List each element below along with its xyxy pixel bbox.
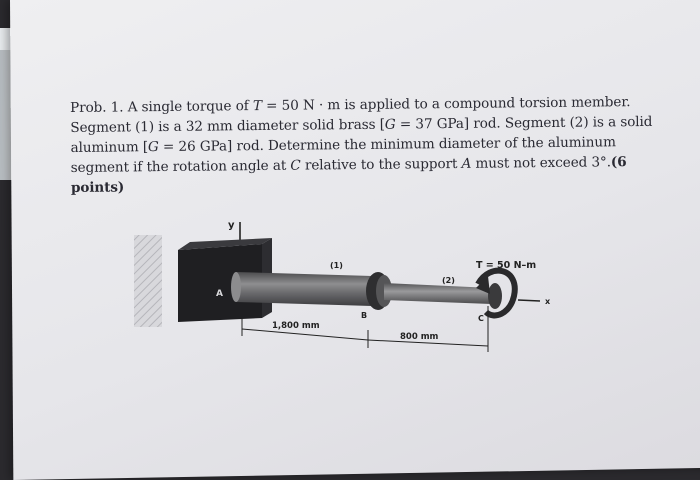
x-axis-line — [518, 300, 540, 301]
length-2-label: 800 mm — [400, 332, 439, 342]
y-axis-label: y — [228, 220, 235, 231]
x-axis-label: x — [545, 297, 551, 306]
segment-1-rod — [236, 272, 372, 306]
torque-symbol: T — [252, 97, 262, 115]
segment-1-end — [231, 272, 241, 302]
relative-text: relative to the support — [300, 155, 462, 174]
point-a-symbol: A — [461, 155, 472, 172]
length-1-label: 1,800 mm — [272, 321, 320, 331]
limit-text: must not exceed 3°. — [471, 154, 611, 172]
end-c — [488, 283, 502, 309]
torque-value-text: = 50 N · m is applied to a compound torsion member. Segment (1) is a 32 mm diameter solid brass [ — [70, 94, 631, 136]
aluminum-modulus-text: = 26 GPa] rod. Determine the minimum diameter of the aluminum segment if the rotation angle at — [70, 134, 616, 176]
wall-hatching — [134, 235, 162, 327]
point-c-symbol: C — [290, 157, 301, 174]
problem-prefix: Prob. 1. A single torque of — [70, 98, 253, 116]
point-b-label: B — [361, 311, 368, 320]
torque-label: T = 50 N–m — [476, 260, 537, 271]
points-label: (6 points) — [70, 154, 627, 196]
segment-2-rod — [384, 283, 492, 304]
brass-modulus-text: = 37 GPa] rod. Segment (2) is a solid aluminum [ — [70, 113, 653, 156]
g-symbol-brass: G — [384, 116, 396, 133]
segment-2-label: (2) — [442, 276, 455, 285]
point-c-label: C — [478, 314, 484, 323]
g-symbol-aluminum: G — [147, 139, 159, 156]
segment-1-label: (1) — [330, 261, 343, 270]
support-label-a: A — [216, 289, 223, 299]
